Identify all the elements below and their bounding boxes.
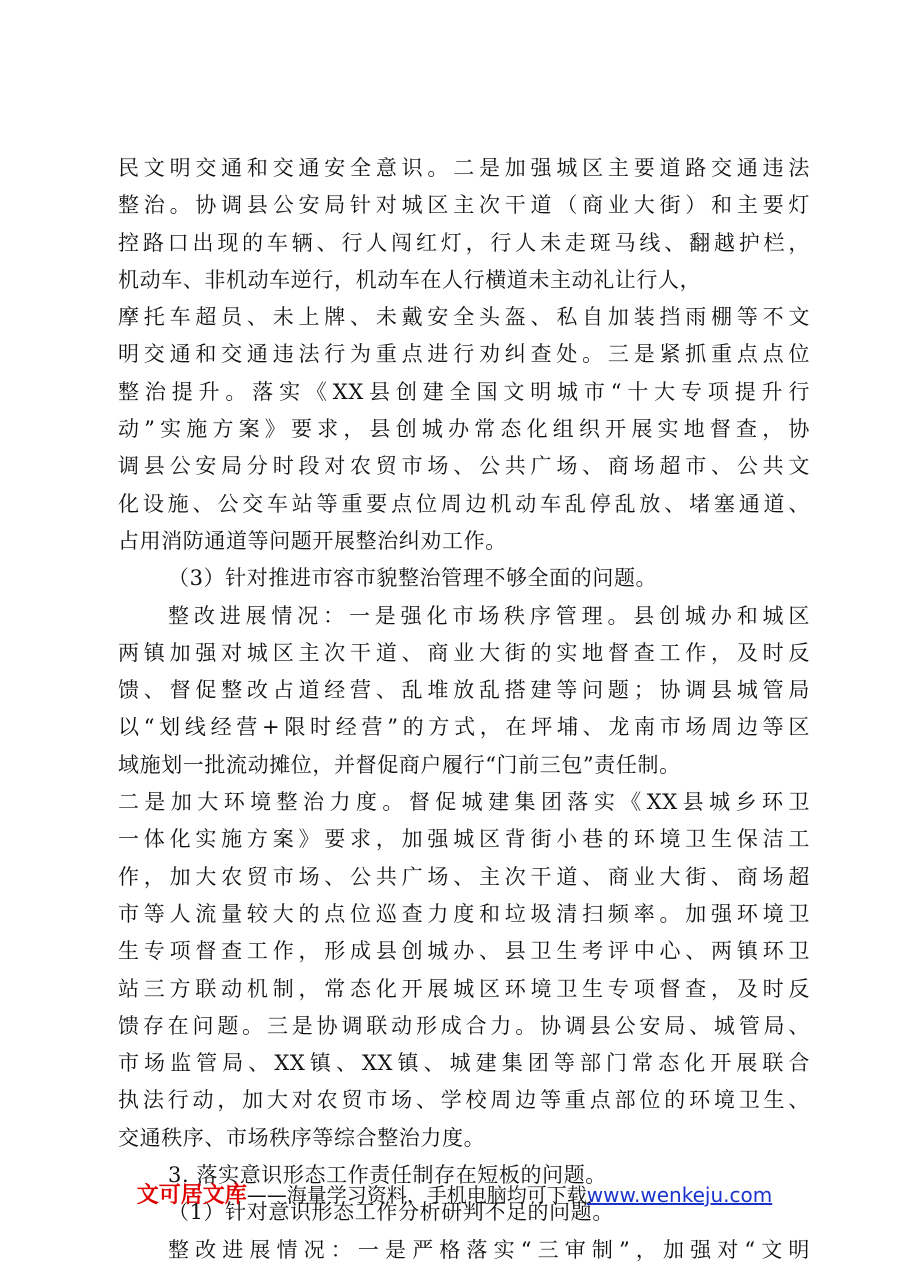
text-line: （1）针对意识形态工作分析研判不足的问题。 — [168, 1200, 614, 1225]
footer-slogan: ——海量学习资料，手机电脑均可下载 — [246, 1183, 587, 1207]
text-line: 整治提升。落实《XX县创建全国文明城市“十大专项提升行 — [118, 379, 810, 404]
text-line: 二是加大环境整治力度。督促城建集团落实《XX县城乡环卫 — [118, 790, 810, 815]
text-line: 市等人流量较大的点位巡查力度和垃圾清扫频率。加强环境卫 — [118, 901, 810, 926]
text-line: 两镇加强对城区主次干道、商业大街的实地督查工作，及时反 — [118, 640, 810, 665]
text-line: （3）针对推进市容市貌整治管理不够全面的问题。 — [168, 566, 658, 591]
text-line: 明交通和交通违法行为重点进行劝纠查处。三是紧抓重点点位 — [118, 342, 810, 367]
text-line: 以“划线经营+限时经营”的方式，在坪埔、龙南市场周边等区 — [118, 715, 810, 740]
text-line: 整治。协调县公安局针对城区主次干道（商业大街）和主要灯 — [118, 193, 810, 218]
text-line: 占用消防通道等问题开展整治纠劝工作。 — [118, 528, 507, 553]
text-line: 动”实施方案》要求，县创城办常态化组织开展实地督查，协 — [118, 417, 810, 442]
footer-url-link[interactable]: www.wenkeju.com — [586, 1183, 773, 1207]
text-line: 摩托车超员、未上牌、未戴安全头盔、私自加装挡雨棚等不文 — [118, 305, 810, 330]
text-line: 域施划一批流动摊位，并督促商户履行“门前三包”责任制。 — [118, 752, 681, 777]
document-body — [118, 150, 810, 1269]
text-line: 作，加大农贸市场、公共广场、主次干道、商业大街、商场超 — [118, 864, 810, 889]
text-line: 控路口出现的车辆、行人闯红灯，行人未走斑马线、翻越护栏， — [118, 230, 810, 255]
text-line: 市场监管局、XX镇、XX镇、城建集团等部门常态化开展联合 — [118, 1051, 810, 1076]
text-line: 交通秩序、市场秩序等综合整治力度。 — [118, 1125, 486, 1150]
text-line: 馈存在问题。三是协调联动形成合力。协调县公安局、城管局、 — [118, 1013, 810, 1038]
text-line: 生专项督查工作，形成县创城办、县卫生考评中心、两镇环卫 — [118, 939, 810, 964]
text-line: 整改进展情况：一是严格落实“三审制”，加强对“文明 — [168, 1237, 810, 1262]
text-line: 3. 落实意识形态工作责任制存在短板的问题。 — [168, 1163, 607, 1188]
text-line: 整改进展情况：一是强化市场秩序管理。县创城办和城区 — [168, 603, 810, 628]
text-line: 机动车、非机动车逆行，机动车在人行横道未主动礼让行人， — [118, 267, 702, 292]
text-line: 执法行动，加大对农贸市场、学校周边等重点部位的环境卫生、 — [118, 1088, 810, 1113]
text-line: 化设施、公交车站等重要点位周边机动车乱停乱放、堵塞通道、 — [118, 491, 810, 516]
text-line: 调县公安局分时段对农贸市场、公共广场、商场超市、公共文 — [118, 454, 810, 479]
text-line: 站三方联动机制，常态化开展城区环境卫生专项督查，及时反 — [118, 976, 810, 1001]
text-line: 民文明交通和交通安全意识。二是加强城区主要道路交通违法 — [118, 156, 810, 180]
footer-brand: 文可居文库 — [136, 1183, 247, 1208]
text-line: 馈、督促整改占道经营、乱堆放乱搭建等问题；协调县城管局 — [118, 678, 810, 703]
text-line: 一体化实施方案》要求，加强城区背街小巷的环境卫生保洁工 — [118, 827, 810, 852]
footer-banner — [0, 1178, 909, 1209]
